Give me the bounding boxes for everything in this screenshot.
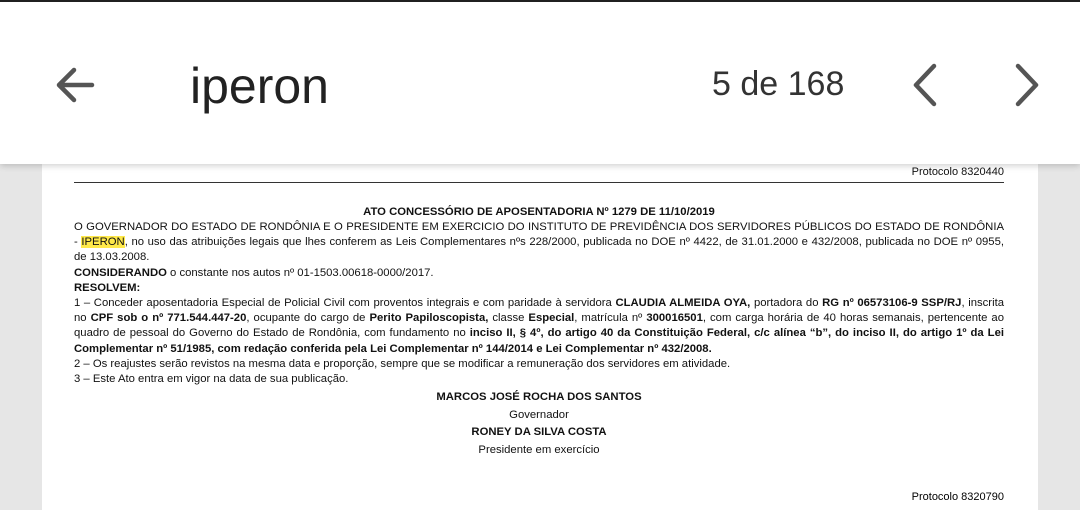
cpf-number: CPF sob o nº 771.544.447-20 xyxy=(90,312,247,325)
job-title: Perito Papiloscopista, xyxy=(369,312,489,325)
chevron-left-icon xyxy=(910,62,940,108)
resolvem-label: RESOLVEM: xyxy=(74,281,141,294)
considerando-text: o constante nos autos nº 01-1503.00618-0000/2017. xyxy=(166,266,434,279)
item-1-text: , matrícula nº xyxy=(574,312,647,325)
back-button[interactable] xyxy=(48,58,102,112)
signer-2-role: Presidente em exercício xyxy=(478,443,600,456)
rg-number: RG nº 06573106-9 SSP/RJ xyxy=(822,297,962,310)
item-1-text: , com carga horária de 40 horas semanais, pertencente ao quadro de pessoal do Governo do Estado de Rondônia, com fundamento no xyxy=(74,312,1004,340)
servant-name: CLAUDIA ALMEIDA OYA, xyxy=(615,297,751,310)
find-toolbar xyxy=(0,0,1080,164)
arrow-left-icon xyxy=(52,62,98,108)
item-1-text: 1 – Conceder aposentadoria Especial de Policial Civil com proventos integrais e com paridade à servidora xyxy=(74,297,616,310)
chevron-right-icon xyxy=(1012,62,1042,108)
header-divider xyxy=(74,182,1004,183)
considerando-label: CONSIDERANDO xyxy=(74,266,167,279)
previous-match-button[interactable] xyxy=(900,58,950,112)
signer-2-name: RONEY DA SILVA COSTA xyxy=(471,426,607,439)
document-body xyxy=(74,164,1004,459)
intro-text-continued: , no uso das atribuições legais que lhes conferem as Leis Complementares nºs 228/2000, publicada no DOE nº 4422, de 31.01.2000 e 432/2008, publicada no DOE nº 0955, de 13.03.2008. xyxy=(74,236,1004,264)
signer-1-role: Governador xyxy=(509,408,569,421)
search-highlight: IPERON xyxy=(81,236,125,249)
match-counter: 5 de 168 xyxy=(712,65,845,103)
next-match-button[interactable] xyxy=(1002,58,1052,112)
item-1-text: classe xyxy=(488,312,529,325)
intro-paragraph xyxy=(74,220,1004,266)
item-3-paragraph: 3 – Este Ato entra em vigor na data de sua publicação. xyxy=(74,373,349,386)
item-2-paragraph: 2 – Os reajustes serão revistos na mesma data e proporção, sempre que se modificar a remuneração dos servidores em atividade. xyxy=(74,357,731,370)
item-1-text: , inscrita no xyxy=(74,297,1004,325)
protocol-number-bottom: Protocolo 8320790 xyxy=(911,491,1004,503)
considerando-paragraph xyxy=(74,266,1004,281)
legal-basis: inciso II, § 4º, do artigo 40 da Constituição Federal, c/c alínea “b”, do inciso II, do artigo 1º da Lei Complementar nº 51/1985, com redação conferida pela Lei Complementar nº 144/2014 e Lei Complementar nº 432/2008. xyxy=(74,327,1004,355)
item-1-text: , ocupante do cargo de xyxy=(246,312,370,325)
act-title: ATO CONCESSÓRIO DE APOSENTADORIA Nº 1279 DE 11/10/2019 xyxy=(363,206,715,218)
intro-text: O GOVERNADOR DO ESTADO DE RONDÔNIA E O PRESIDENTE EM EXERCICIO DO INSTITUTO DE PREVIDÊNCIA DOS SERVIDORES PÚBLICOS DO ESTADO DE RONDÔNIA - xyxy=(74,221,1004,249)
protocol-number-top: Protocolo 8320440 xyxy=(911,166,1004,178)
item-1-paragraph xyxy=(74,296,1004,357)
signer-1-name: MARCOS JOSÉ ROCHA DOS SANTOS xyxy=(436,391,642,404)
status-bar-edge xyxy=(0,0,1080,2)
item-1-text: portadora do xyxy=(750,297,823,310)
search-input[interactable]: iperon xyxy=(190,58,329,114)
registration-number: 300016501 xyxy=(646,312,703,325)
job-class: Especial xyxy=(528,312,575,325)
